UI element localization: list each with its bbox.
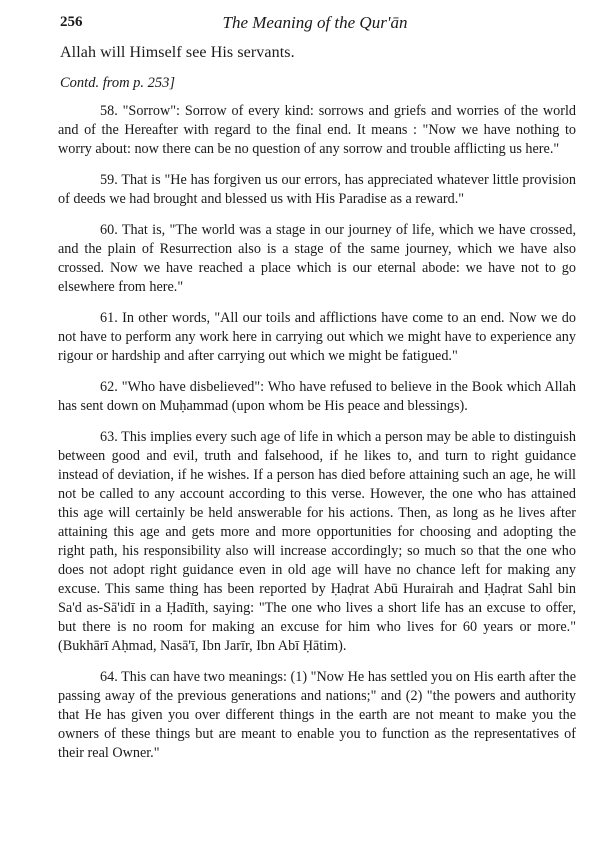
continuation-note: Contd. from p. 253] [60,75,176,91]
note-59: 59. That is "He has forgiven us our errors, has appreciated whatever little provision of deeds we had brought and blessed us with His Paradise as a reward." [58,172,576,207]
note-62: 62. "Who have disbelieved": Who have refused to believe in the Book which Allah has sent down on Muḥammad (upon whom be His peace and blessings). [58,379,576,414]
running-title: The Meaning of the Qur'ān [222,13,408,32]
note-60: 60. That is, "The world was a stage in our journey of life, which we have crossed, and the plain of Resurrection also is a stage of the same journey, which we have also crossed. Now we have reached a place which is our eternal abode: we have not to go elsewhere from here." [58,222,576,295]
note-58: 58. "Sorrow": Sorrow of every kind: sorrows and griefs and worries of the world and of the Hereafter with regard to the final end. It means : "Now we have nothing to worry about: now there can be no question of any sorrow and trouble afflicting us here." [58,103,576,157]
note-64: 64. This can have two meanings: (1) "Now He has settled you on His earth after the passing away of the previous generations and nations;" and (2) "the powers and authority that He has given you over different things in the earth are not meant to make you the owners of these things but are meant to enable you to function as the representatives of their real Owner." [58,669,576,761]
verse-continuation-line: Allah will Himself see His servants. [60,44,295,61]
page-header [60,14,570,38]
note-63: 63. This implies every such age of life in which a person may be able to distinguish between good and evil, truth and falsehood, if he likes to, and turn to right guidance instead of deviation, if he wishes. If a person has died before attaining such an age, he will not be called to any account according to this verse. However, the one who has attained this age will certainly be held answerable for his actions. Then, as long as he lives after attaining this age and gets more and more opportunities for choosing and adopting the right path, his responsibility also will increase accordingly; so much so that the one who does not adopt right guidance even in old age will have no chance left for making any excuse. This same thing has been reported by Ḥaḍrat Abū Hurairah and Ḥaḍrat Sahl bin Sa'd as-Sā'idī in a Ḥadīth, saying: "The one who lives a short life has an excuse to offer, but there is no room for making an excuse for him who lives for 60 years or more." (Bukhārī Aḥmad, Nasā'ī, Ibn Jarīr, Ibn Abī Ḥātim). [58,429,576,654]
page-number: 256 [60,14,83,30]
notes-body [58,102,576,763]
note-61: 61. In other words, "All our toils and afflictions have come to an end. Now we do not have to perform any work here in carrying out which we might have to experience any rigour or hardship and after carrying out which we might be fatigued." [58,310,576,364]
